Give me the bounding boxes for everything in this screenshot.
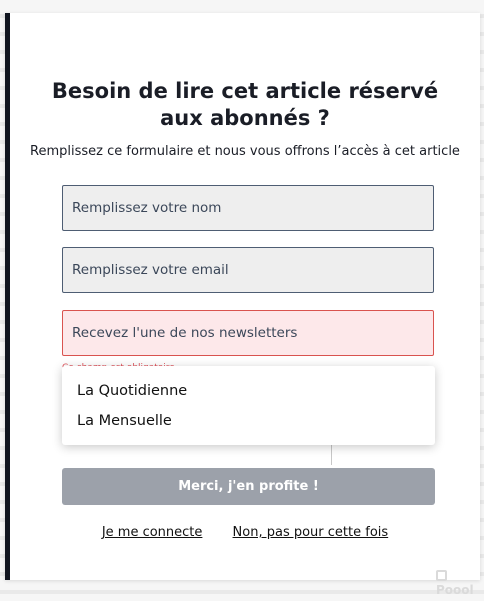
poool-logo-text: Poool [436,583,474,597]
option-mensuelle[interactable]: La Mensuelle [77,413,172,429]
newsletter-select[interactable]: Recevez l'une de nos newsletters [62,310,434,356]
poool-logo-icon [436,570,447,581]
option-quotidienne[interactable]: La Quotidienne [77,383,188,399]
paywall-modal [5,13,480,597]
modal-title: Besoin de lire cet article réservé aux abonnés ? [51,79,439,130]
footer-links [10,525,480,540]
newsletter-dropdown [62,366,435,445]
poool-logo [436,569,480,597]
login-link[interactable]: Je me connecte [101,525,203,540]
decline-link[interactable]: Non, pas pour cette fois [232,525,389,540]
name-field[interactable]: Remplissez votre nom [62,185,434,231]
email-field[interactable]: Remplissez votre email [62,247,434,293]
modal-subtitle: Remplissez ce formulaire et nous vous offrons l’accès à cet article [30,144,460,159]
field-divider [331,445,332,465]
submit-button[interactable]: Merci, j'en profite ! [62,468,435,505]
